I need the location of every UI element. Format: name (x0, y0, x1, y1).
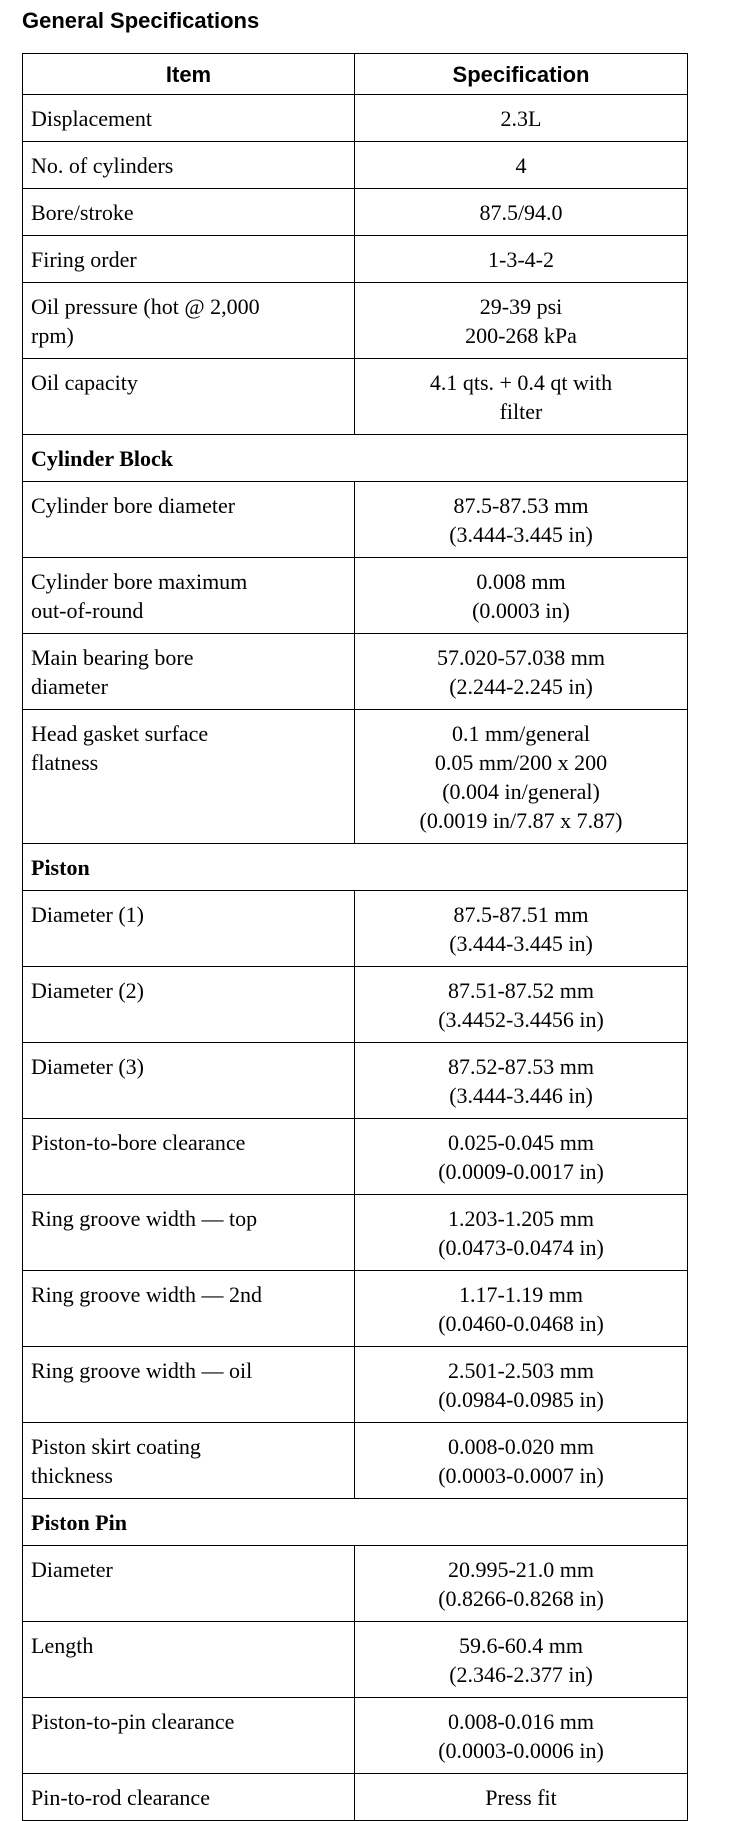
item-cell (23, 1347, 355, 1423)
specification-text: 0.05 mm/200 x 200 (434, 750, 608, 775)
section-heading: Piston Pin (23, 1499, 688, 1546)
section-row (23, 844, 688, 891)
specification-cell (355, 1347, 688, 1423)
specification-text: (0.0003-0.0007 in) (438, 1463, 604, 1488)
item-cell (23, 558, 355, 634)
table-row (23, 1119, 688, 1195)
table-row (23, 1546, 688, 1622)
specification-text: (0.0003-0.0006 in) (438, 1738, 604, 1763)
item-text: Ring groove width — oil (31, 1358, 253, 1383)
specification-text: (3.444-3.445 in) (449, 522, 593, 547)
item-text: Firing order (31, 247, 137, 272)
specification-cell (355, 236, 688, 283)
item-cell (23, 1698, 355, 1774)
item-cell (23, 189, 355, 236)
table-row (23, 95, 688, 142)
specification-cell (355, 710, 688, 844)
table-row (23, 283, 688, 359)
specification-text: 200-268 kPa (465, 323, 577, 348)
item-cell (23, 236, 355, 283)
specification-cell (355, 283, 688, 359)
specification-cell (355, 482, 688, 558)
item-text: thickness (31, 1463, 113, 1488)
item-cell (23, 283, 355, 359)
specification-text: (3.444-3.445 in) (449, 931, 593, 956)
specification-text: 87.5/94.0 (479, 200, 563, 225)
specification-text: 29-39 psi (479, 294, 563, 319)
specification-text: 87.5-87.53 mm (453, 493, 589, 518)
item-cell (23, 95, 355, 142)
item-text: Main bearing bore (31, 645, 194, 670)
table-row (23, 1774, 688, 1821)
spec-table-body (23, 95, 688, 1821)
specification-text: (0.0019 in/7.87 x 7.87) (419, 808, 623, 833)
header-row (23, 54, 688, 95)
specification-text: 20.995-21.0 mm (447, 1557, 595, 1582)
section-heading: Cylinder Block (23, 435, 688, 482)
item-text: Diameter (2) (31, 978, 144, 1003)
specification-text: 4 (515, 153, 527, 178)
item-text: Oil capacity (31, 370, 138, 395)
specification-text: 87.52-87.53 mm (447, 1054, 595, 1079)
specification-text: (0.0009-0.0017 in) (438, 1159, 604, 1184)
item-cell (23, 967, 355, 1043)
specification-text: 1-3-4-2 (488, 247, 554, 272)
specification-cell (355, 189, 688, 236)
item-text: Piston skirt coating (31, 1434, 201, 1459)
item-text: Cylinder bore diameter (31, 493, 236, 518)
specification-text: 0.1 mm/general (451, 721, 591, 746)
specification-text: Press fit (485, 1785, 557, 1810)
table-row (23, 1043, 688, 1119)
table-row (23, 710, 688, 844)
item-text: Cylinder bore maximum (31, 569, 248, 594)
item-text: Ring groove width — 2nd (31, 1282, 262, 1307)
table-row (23, 967, 688, 1043)
item-text: Bore/stroke (31, 200, 134, 225)
specification-text: (0.0984-0.0985 in) (438, 1387, 604, 1412)
specification-text: 59.6-60.4 mm (458, 1633, 584, 1658)
specification-text: (0.0460-0.0468 in) (438, 1311, 604, 1336)
item-text: Diameter (1) (31, 902, 144, 927)
specification-text: (3.4452-3.4456 in) (438, 1007, 604, 1032)
specification-text: 87.5-87.51 mm (453, 902, 589, 927)
item-cell (23, 1622, 355, 1698)
item-cell (23, 1774, 355, 1821)
specification-text: (0.0473-0.0474 in) (438, 1235, 604, 1260)
specification-text: 87.51-87.52 mm (447, 978, 595, 1003)
item-text: Displacement (31, 106, 152, 131)
section-row (23, 435, 688, 482)
specification-text: (3.444-3.446 in) (449, 1083, 593, 1108)
item-cell (23, 359, 355, 435)
specification-text: 2.501-2.503 mm (447, 1358, 595, 1383)
specification-cell (355, 891, 688, 967)
page-title: General Specifications (22, 8, 260, 33)
specification-text: (0.8266-0.8268 in) (438, 1586, 604, 1611)
item-cell (23, 1546, 355, 1622)
specification-cell (355, 1119, 688, 1195)
item-cell (23, 710, 355, 844)
item-text: Piston-to-pin clearance (31, 1709, 235, 1734)
item-text: Diameter (3) (31, 1054, 144, 1079)
item-cell (23, 1195, 355, 1271)
table-row (23, 189, 688, 236)
table-row (23, 1698, 688, 1774)
item-text: out-of-round (31, 598, 144, 623)
specification-cell (355, 1546, 688, 1622)
specification-text: 0.008-0.016 mm (447, 1709, 595, 1734)
specification-text: filter (499, 399, 543, 424)
specification-text: 1.203-1.205 mm (447, 1206, 595, 1231)
item-text: flatness (31, 750, 99, 775)
table-row (23, 236, 688, 283)
item-cell (23, 1423, 355, 1499)
table-row (23, 1423, 688, 1499)
specification-cell (355, 634, 688, 710)
item-text: rpm) (31, 323, 74, 348)
item-text: Pin-to-rod clearance (31, 1785, 210, 1810)
item-cell (23, 1119, 355, 1195)
table-row (23, 558, 688, 634)
section-row (23, 1499, 688, 1546)
specification-text: 0.008-0.020 mm (447, 1434, 595, 1459)
item-text: Length (31, 1633, 94, 1658)
specification-cell (355, 142, 688, 189)
item-text: Ring groove width — top (31, 1206, 258, 1231)
table-row (23, 359, 688, 435)
specification-text: 0.025-0.045 mm (447, 1130, 595, 1155)
specification-text: 2.3L (500, 106, 542, 131)
specification-cell (355, 558, 688, 634)
header-item: Item (23, 54, 355, 95)
specification-text: (2.346-2.377 in) (449, 1662, 593, 1687)
specification-cell (355, 359, 688, 435)
item-cell (23, 482, 355, 558)
item-cell (23, 634, 355, 710)
item-cell (23, 1271, 355, 1347)
item-text: No. of cylinders (31, 153, 174, 178)
specification-cell (355, 95, 688, 142)
table-row (23, 1195, 688, 1271)
item-cell (23, 142, 355, 189)
specification-cell (355, 1271, 688, 1347)
table-row (23, 891, 688, 967)
specification-text: 57.020-57.038 mm (436, 645, 606, 670)
specification-text: (0.0003 in) (472, 598, 570, 623)
table-row (23, 634, 688, 710)
specification-text: 0.008 mm (476, 569, 566, 594)
specification-text: 1.17-1.19 mm (458, 1282, 584, 1307)
specification-text: 4.1 qts. + 0.4 qt with (429, 370, 613, 395)
specification-cell (355, 1774, 688, 1821)
item-text: Head gasket surface (31, 721, 209, 746)
spec-table (22, 53, 688, 1821)
table-row (23, 142, 688, 189)
specification-cell (355, 1423, 688, 1499)
specification-cell (355, 1043, 688, 1119)
item-text: diameter (31, 674, 108, 699)
specification-cell (355, 967, 688, 1043)
item-cell (23, 1043, 355, 1119)
item-text: Diameter (31, 1557, 113, 1582)
specification-text: (0.004 in/general) (442, 779, 600, 804)
specification-cell (355, 1622, 688, 1698)
specification-text: (2.244-2.245 in) (449, 674, 593, 699)
specification-cell (355, 1195, 688, 1271)
specification-cell (355, 1698, 688, 1774)
item-text: Oil pressure (hot @ 2,000 (31, 294, 260, 319)
table-row (23, 1347, 688, 1423)
table-row (23, 482, 688, 558)
item-text: Piston-to-bore clearance (31, 1130, 246, 1155)
table-row (23, 1622, 688, 1698)
item-cell (23, 891, 355, 967)
header-specification: Specification (355, 54, 688, 95)
section-heading: Piston (23, 844, 688, 891)
table-row (23, 1271, 688, 1347)
